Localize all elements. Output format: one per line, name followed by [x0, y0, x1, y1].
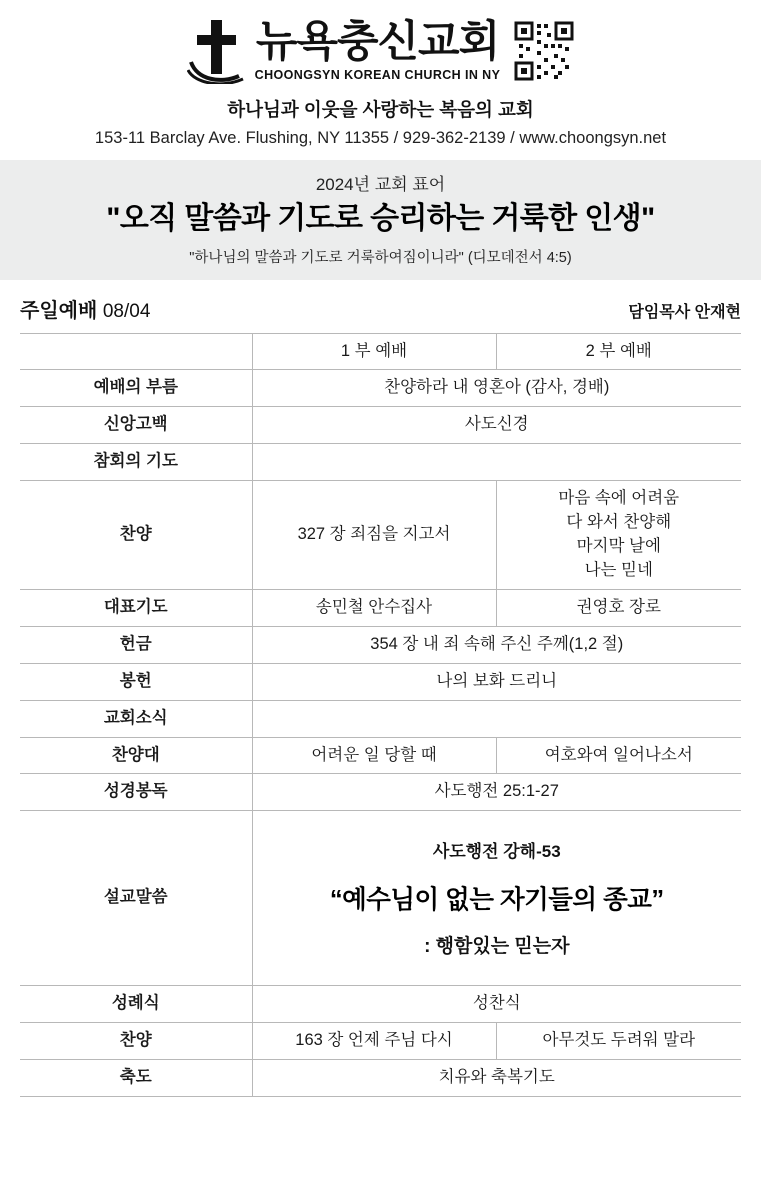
column-header-second-service: 2 부 예배 — [496, 333, 741, 370]
row-value-first-service: 327 장 죄짐을 지고서 — [252, 481, 496, 590]
table-row — [20, 700, 741, 737]
table-row — [20, 986, 741, 1023]
service-name: 주일예배 — [20, 299, 98, 322]
bulletin-header — [0, 0, 761, 148]
hymn-line: 다 와서 찬양해 — [566, 513, 672, 532]
row-label: 신앙고백 — [20, 407, 252, 444]
row-label: 축도 — [20, 1060, 252, 1097]
row-value-second-service: 권영호 장로 — [496, 589, 741, 626]
table-row — [20, 589, 741, 626]
motto-year: 2024년 교회 표어 — [315, 175, 446, 194]
church-contact: 153-11 Barclay Ave. Flushing, NY 11355 / 929-362-2139 / www.choongsyn.net — [94, 129, 667, 147]
table-row — [20, 1023, 741, 1060]
row-label: 참회의 기도 — [20, 444, 252, 481]
row-label: 성경봉독 — [20, 774, 252, 811]
row-label: 교회소식 — [20, 700, 252, 737]
sermon-block — [252, 811, 741, 986]
sermon-label: 설교말씀 — [20, 811, 252, 986]
table-row — [20, 444, 741, 481]
sermon-reference: 사도행전 강해-53 — [432, 841, 561, 861]
column-header-first-service: 1 부 예배 — [252, 333, 496, 370]
logo-english-name: CHOONGSYN KOREAN CHURCH IN NY — [254, 67, 501, 82]
hymn-line: 마음 속에 어려움 — [558, 489, 680, 508]
header-blank-cell — [20, 333, 252, 370]
table-row — [20, 774, 741, 811]
sermon-title: “예수님이 없는 자기들의 종교” — [329, 886, 664, 915]
table-row — [20, 626, 741, 663]
table-row — [20, 737, 741, 774]
row-value: 사도행전 25:1-27 — [252, 774, 741, 811]
logo-text — [255, 20, 501, 81]
row-label: 찬양 — [20, 481, 252, 590]
table-row — [20, 407, 741, 444]
motto-main-text: "오직 말씀과 기도로 승리하는 거룩한 인생" — [106, 202, 655, 235]
sermon-row — [20, 811, 741, 986]
row-label: 성례식 — [20, 986, 252, 1023]
service-header — [0, 280, 761, 333]
cross-icon — [187, 18, 245, 84]
logo-korean-name: 뉴욕충신교회 — [255, 18, 500, 67]
row-value — [252, 700, 741, 737]
row-label: 찬양 — [20, 1023, 252, 1060]
row-label: 대표기도 — [20, 589, 252, 626]
row-value: 성찬식 — [252, 986, 741, 1023]
service-date: 08/04 — [102, 300, 151, 322]
table-row — [20, 481, 741, 590]
table-row — [20, 663, 741, 700]
table-header-row — [20, 333, 741, 370]
table-row — [20, 1060, 741, 1097]
row-label: 예배의 부름 — [20, 370, 252, 407]
church-slogan: 하나님과 이웃을 사랑하는 복음의 교회 — [227, 99, 534, 120]
order-of-service-table — [20, 333, 741, 1098]
row-value-first-service: 송민철 안수집사 — [252, 589, 496, 626]
motto-verse: "하나님의 말씀과 기도로 거룩하여짐이니라" (디모데전서 4:5) — [189, 249, 572, 266]
row-label: 찬양대 — [20, 737, 252, 774]
row-label: 헌금 — [20, 626, 252, 663]
row-value: 354 장 내 죄 속해 주신 주께(1,2 절) — [252, 626, 741, 663]
sermon-subtitle: : 행함있는 믿는자 — [424, 936, 570, 958]
row-value-second-service — [496, 481, 741, 590]
hymn-line: 마지막 날에 — [576, 537, 661, 556]
row-value: 찬양하라 내 영혼아 (감사, 경배) — [252, 370, 741, 407]
row-label: 봉헌 — [20, 663, 252, 700]
qr-code-icon[interactable] — [514, 21, 574, 81]
table-row — [20, 370, 741, 407]
row-value-first-service: 어려운 일 당할 때 — [252, 737, 496, 774]
row-value: 사도신경 — [252, 407, 741, 444]
row-value-second-service: 아무것도 두려워 말라 — [496, 1023, 741, 1060]
logo-row — [22, 18, 739, 84]
service-title — [20, 294, 150, 323]
row-value: 나의 보화 드리니 — [252, 663, 741, 700]
row-value: 치유와 축복기도 — [252, 1060, 741, 1097]
row-value-first-service: 163 장 언제 주님 다시 — [252, 1023, 496, 1060]
row-value-second-service: 여호와여 일어나소서 — [496, 737, 741, 774]
annual-motto-band — [0, 160, 761, 280]
pastor-name: 담임목사 안재현 — [628, 303, 741, 321]
row-value — [252, 444, 741, 481]
hymn-line: 나는 믿네 — [584, 560, 653, 579]
